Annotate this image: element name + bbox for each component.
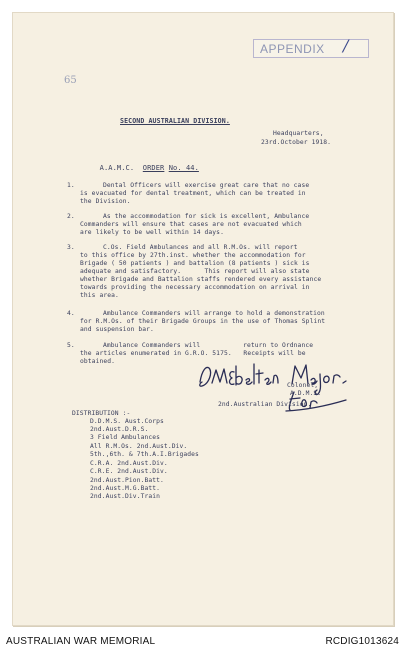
- distribution-item: 2nd.Aust.Div.Train: [90, 493, 161, 500]
- paragraph-line: C.Os. Field Ambulances and all R.M.Os. will report: [103, 244, 298, 251]
- paragraph-line: As the accommodation for sick is excellent, Ambulance: [103, 213, 310, 220]
- paragraph-line: Dental Officers will exercise great care that no case: [103, 182, 310, 189]
- paragraph-line: Ambulance Commanders will arrange to hold a demonstration: [103, 310, 325, 317]
- distribution-item: 3 Field Ambulances: [90, 434, 161, 441]
- division-title: SECOND AUSTRALIAN DIVISION.: [120, 117, 230, 125]
- paragraph-line: for R.M.Os. of their Brigade Groups in the use of Thomas Splint: [80, 318, 326, 325]
- paragraph-number: 2.: [67, 213, 75, 220]
- paragraph-line: this area.: [80, 292, 119, 299]
- distribution-item: D.D.M.S. Aust.Corps: [90, 418, 164, 425]
- order-label: ORDER: [142, 164, 165, 173]
- paragraph-number: 5.: [67, 342, 75, 349]
- paragraph-line: adequate and satisfactory. This report will also state: [80, 268, 310, 275]
- distribution-heading: DISTRIBUTION :-: [72, 410, 131, 417]
- headquarters-label: Headquarters,: [273, 130, 324, 137]
- distribution-item: 2nd.Aust.M.G.Batt.: [90, 485, 161, 492]
- distribution-item: C.R.A. 2nd.Aust.Div.: [90, 460, 168, 467]
- footer-record-id: RCDIG1013624: [325, 636, 399, 647]
- paragraph-number: 1.: [67, 182, 75, 189]
- paragraph-number: 3.: [67, 244, 75, 251]
- distribution-item: C.R.E. 2nd.Aust.Div.: [90, 468, 168, 475]
- order-heading: [91, 156, 199, 173]
- appendix-stamp: [253, 39, 369, 58]
- signature-unit: 2nd.Australian Division.: [218, 401, 312, 408]
- page-number: 65: [64, 75, 77, 86]
- order-prefix: A.A.M.C.: [99, 164, 135, 173]
- paragraph-line: to this office by 27th.inst. whether the accommodation for: [80, 252, 306, 259]
- order-date: 23rd.October 1918.: [261, 139, 332, 146]
- paragraph-line: and suspension bar.: [80, 326, 154, 333]
- order-number: No. 44.: [168, 164, 199, 173]
- signature-rank: Colonel,: [287, 382, 319, 389]
- paragraph-line: Ambulance Commanders will return to Ordnance: [103, 342, 314, 349]
- footer-archive-name: AUSTRALIAN WAR MEMORIAL: [6, 636, 156, 647]
- distribution-item: 2nd.Aust.Pion.Batt.: [90, 477, 164, 484]
- paragraph-line: the Division.: [80, 198, 131, 205]
- paragraph-line: towards providing the necessary accommodation on arrival in: [80, 284, 310, 291]
- paragraph-line: are likely to be well within 14 days.: [80, 229, 224, 236]
- distribution-item: 2nd.Aust.D.R.S.: [90, 426, 149, 433]
- signature-title: A.D.M.S.: [290, 390, 322, 397]
- appendix-label: APPENDIX: [260, 42, 325, 56]
- appendix-number: /: [343, 36, 349, 55]
- paragraph-line: whether Brigade and Battalion staffs rendered every assistance: [80, 276, 322, 283]
- distribution-item: 5th.,6th. & 7th.A.I.Brigades: [90, 451, 199, 458]
- paragraph-number: 4.: [67, 310, 75, 317]
- paragraph-line: Commanders will ensure that cases are not evacuated which: [80, 221, 302, 228]
- distribution-item: All R.M.Os. 2nd.Aust.Div.: [90, 443, 188, 450]
- paragraph-line: the articles enumerated in G.R.O. 5175. Receipts will be: [80, 350, 306, 357]
- paragraph-line: is evacuated for dental treatment, which can be treated in: [80, 190, 306, 197]
- paragraph-line: obtained.: [80, 358, 116, 365]
- paragraph-line: Brigade ( 50 patients ) and battalion (8 patients ) sick is: [80, 260, 310, 267]
